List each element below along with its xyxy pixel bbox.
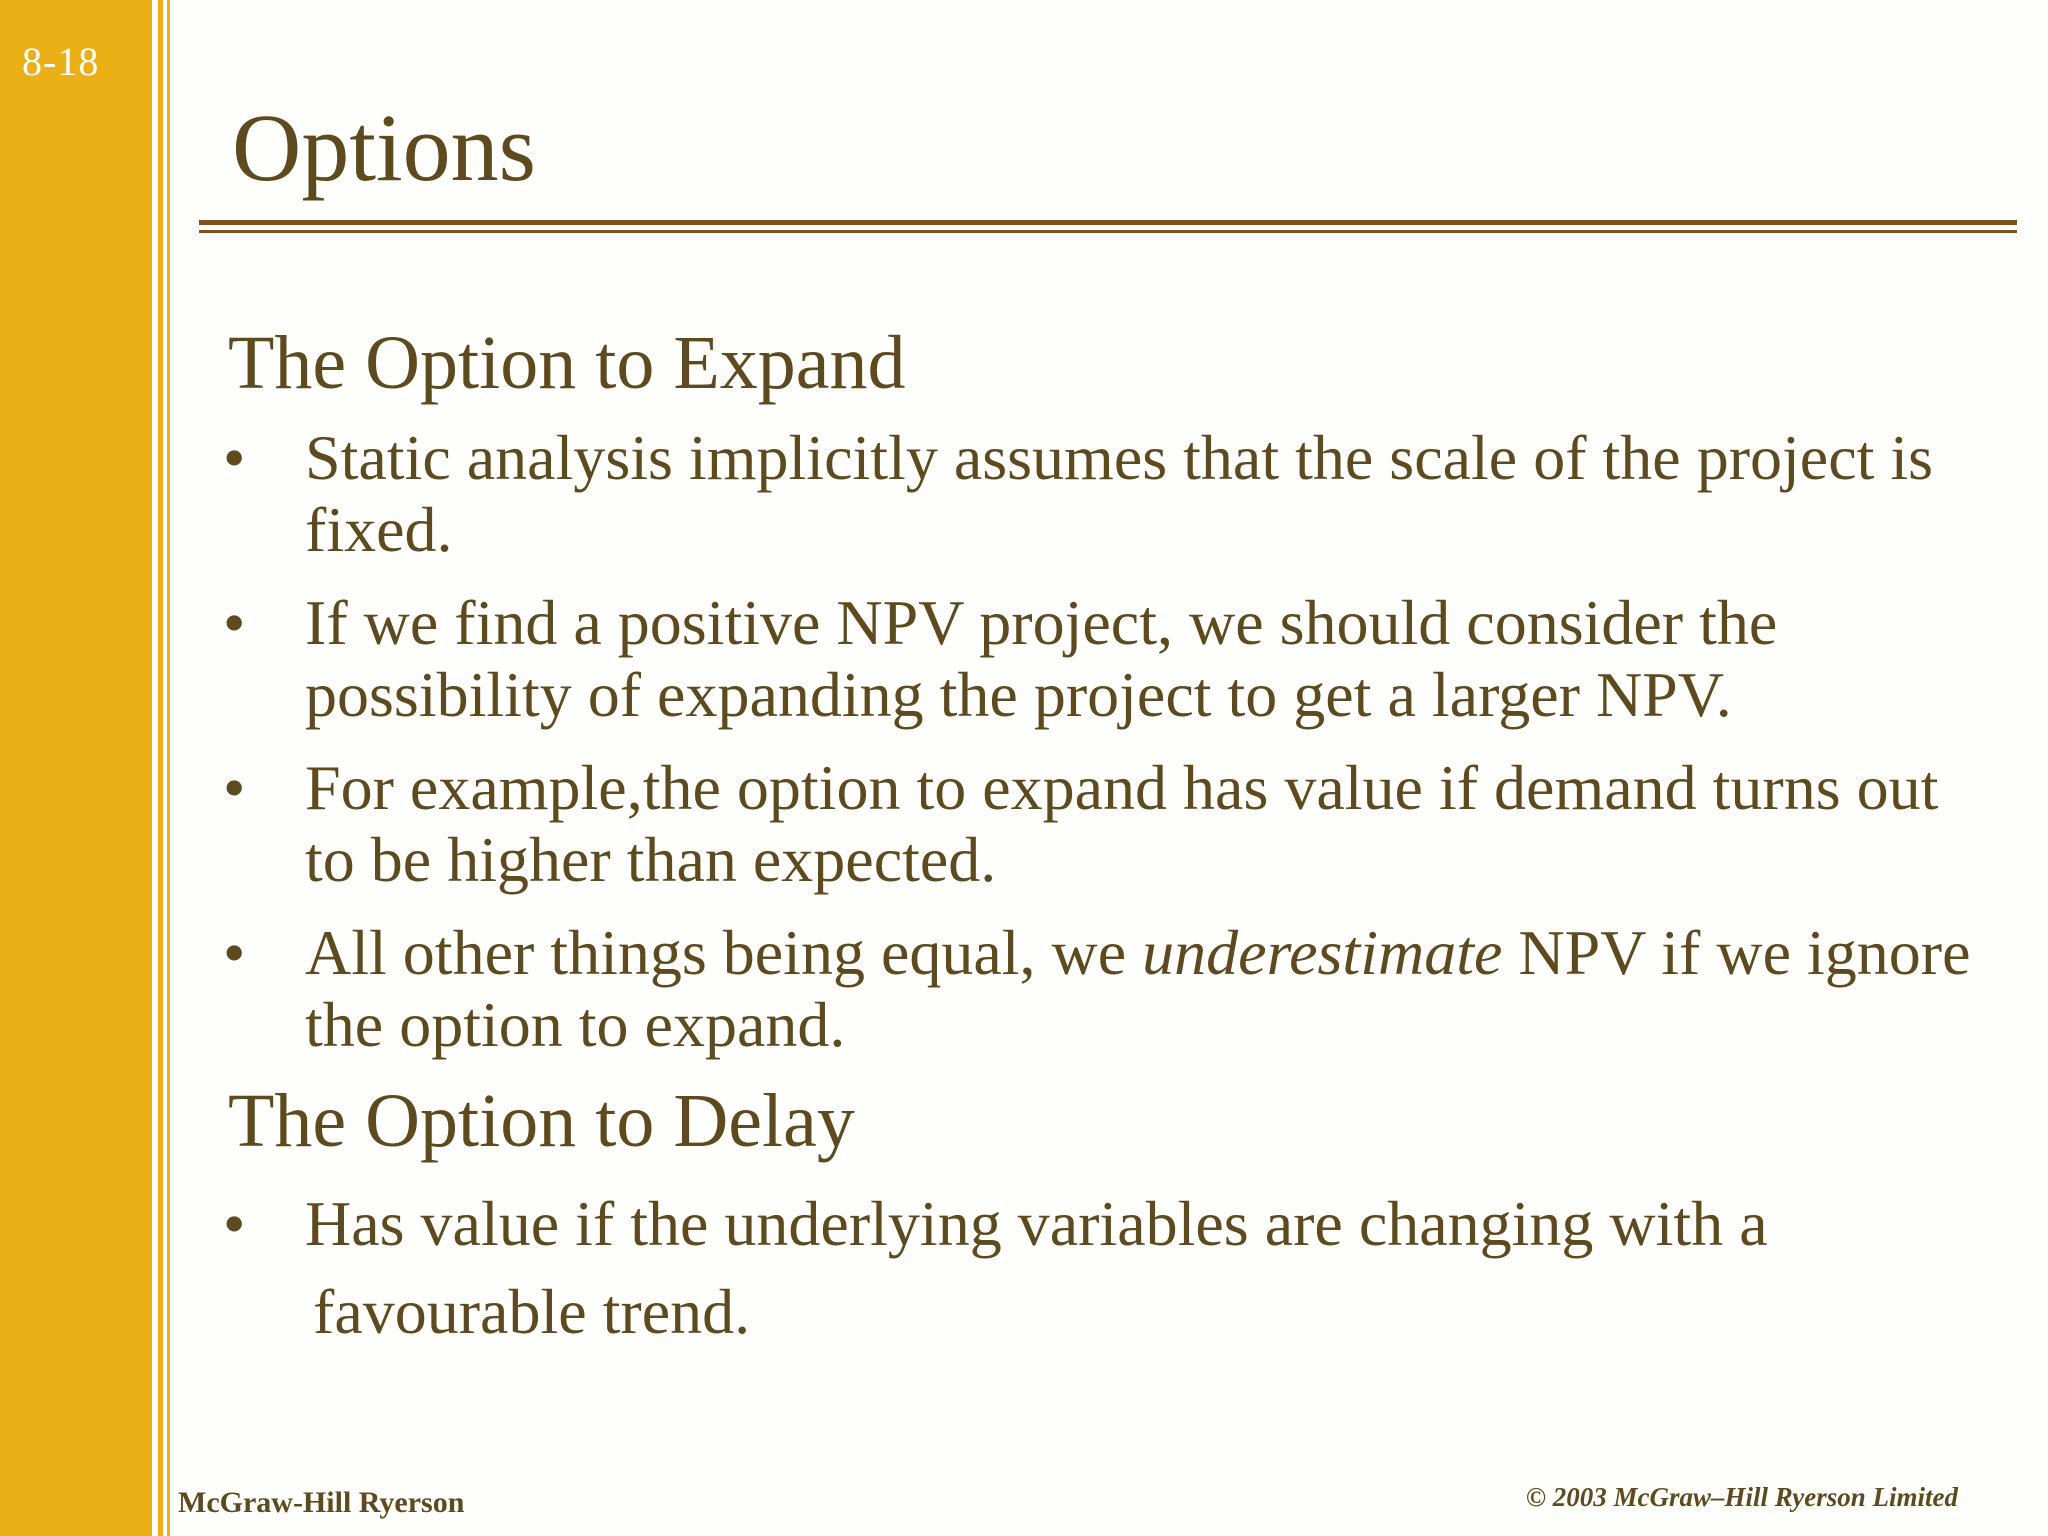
bullet-text-before: All other things being equal, we — [305, 917, 1143, 988]
emphasis-underestimate: underestimate — [1142, 917, 1503, 988]
bullet-text-line2: favourable trend. — [313, 1276, 751, 1347]
bullet-dot: • — [223, 587, 246, 658]
bullet-item — [223, 752, 2003, 896]
section-heading-expand: The Option to Expand — [228, 321, 906, 405]
bullet-dot: • — [223, 422, 246, 493]
title-rule — [199, 230, 2017, 233]
slide-title: Options — [232, 94, 537, 201]
slide-number: 8-18 — [22, 39, 100, 84]
bullet-dot: • — [223, 1188, 246, 1259]
bullet-text: For example,the option to expand has value if demand turns out to be higher than expected. — [305, 752, 1939, 895]
title-rule — [199, 220, 2017, 225]
bullet-item — [223, 422, 2003, 566]
bullet-text — [223, 917, 2003, 1061]
bullet-dot: • — [223, 917, 246, 988]
bullet-text-after: NPV if we ignore the option to expand. — [305, 917, 1971, 1060]
sidebar-stripe — [158, 0, 163, 1536]
sidebar-stripe — [167, 0, 170, 1536]
bullet-item — [223, 587, 2003, 731]
bullet-item — [223, 917, 2003, 1061]
sidebar-band — [0, 0, 152, 1536]
bullet-text-line1: Has value if the underlying variables are changing with a — [305, 1188, 1768, 1259]
footer-publisher: McGraw-Hill Ryerson — [178, 1486, 465, 1519]
section-heading-delay: The Option to Delay — [228, 1079, 855, 1163]
bullet-item — [223, 1180, 2003, 1356]
bullet-text: Static analysis implicitly assumes that the scale of the project is fixed. — [305, 422, 1934, 565]
bullet-text: If we find a positive NPV project, we should consider the possibility of expanding the project to get a larger NPV. — [305, 587, 1778, 730]
footer-copyright: © 2003 McGraw–Hill Ryerson Limited — [1525, 1482, 1958, 1512]
bullet-dot: • — [223, 752, 246, 823]
